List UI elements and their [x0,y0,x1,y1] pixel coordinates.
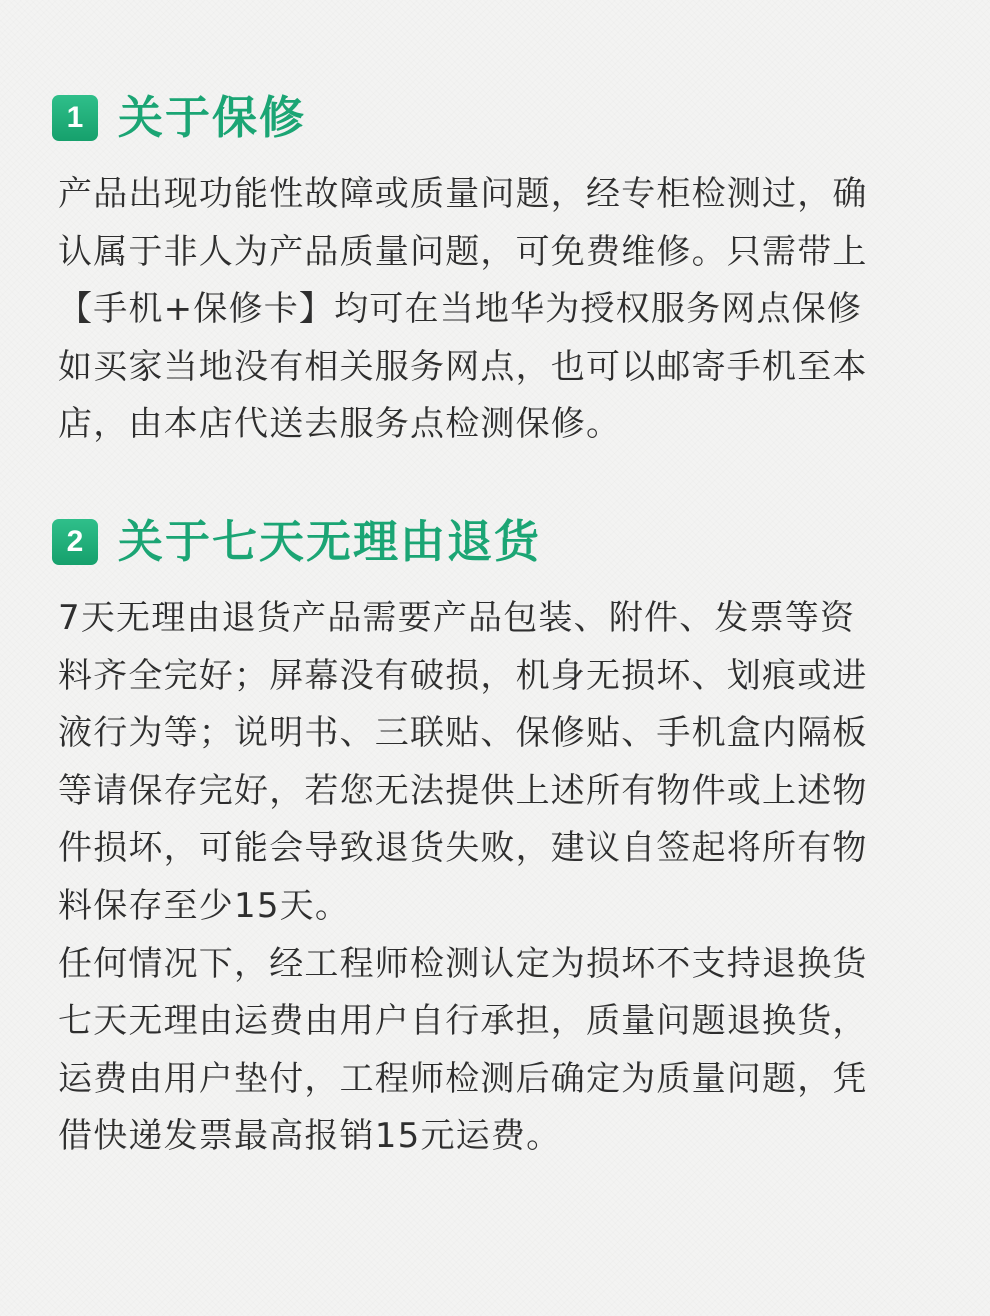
body-line: 等请保存完好，若您无法提供上述所有物件或上述物 [58,770,868,811]
body-line: 件损坏，可能会导致退货失败，建议自签起将所有物 [58,828,868,869]
section-title: 关于保修 [118,91,307,144]
section-number-badge: 2 [52,519,98,565]
body-line: 七天无理由运费由用户自行承担，质量问题退换货， [58,1001,868,1042]
body-line: 借快递发票最高报销15元运费。 [58,1116,562,1157]
body-line: 【手机+保修卡】均可在当地华为授权服务网点保修 [58,289,863,330]
body-line: 认属于非人为产品质量问题，可免费维修。只需带上 [58,231,868,272]
section-title: 关于七天无理由退货 [118,515,542,568]
section-body [58,166,942,454]
section-header [52,512,942,572]
body-line: 店，由本店代送去服务点检测保修。 [58,404,622,445]
body-line: 如买家当地没有相关服务网点，也可以邮寄手机至本 [58,346,868,387]
body-line: 液行为等；说明书、三联贴、保修贴、手机盒内隔板 [58,713,868,754]
section-body [58,590,942,1166]
body-line: 任何情况下，经工程师检测认定为损坏不支持退换货 [58,943,868,984]
body-line: 7天无理由退货产品需要产品包装、附件、发票等资 [58,598,856,638]
section-warranty [52,88,942,454]
section-number-badge: 1 [52,95,98,141]
body-line: 运费由用户垫付，工程师检测后确定为质量问题，凭 [58,1058,868,1099]
body-line: 料保存至少15天。 [58,885,351,926]
body-line: 料齐全完好；屏幕没有破损，机身无损坏、划痕或进 [58,655,868,696]
section-header [52,88,942,148]
body-line: 产品出现功能性故障或质量问题，经专柜检测过，确 [58,174,868,214]
section-seven-day-return [52,512,942,1166]
